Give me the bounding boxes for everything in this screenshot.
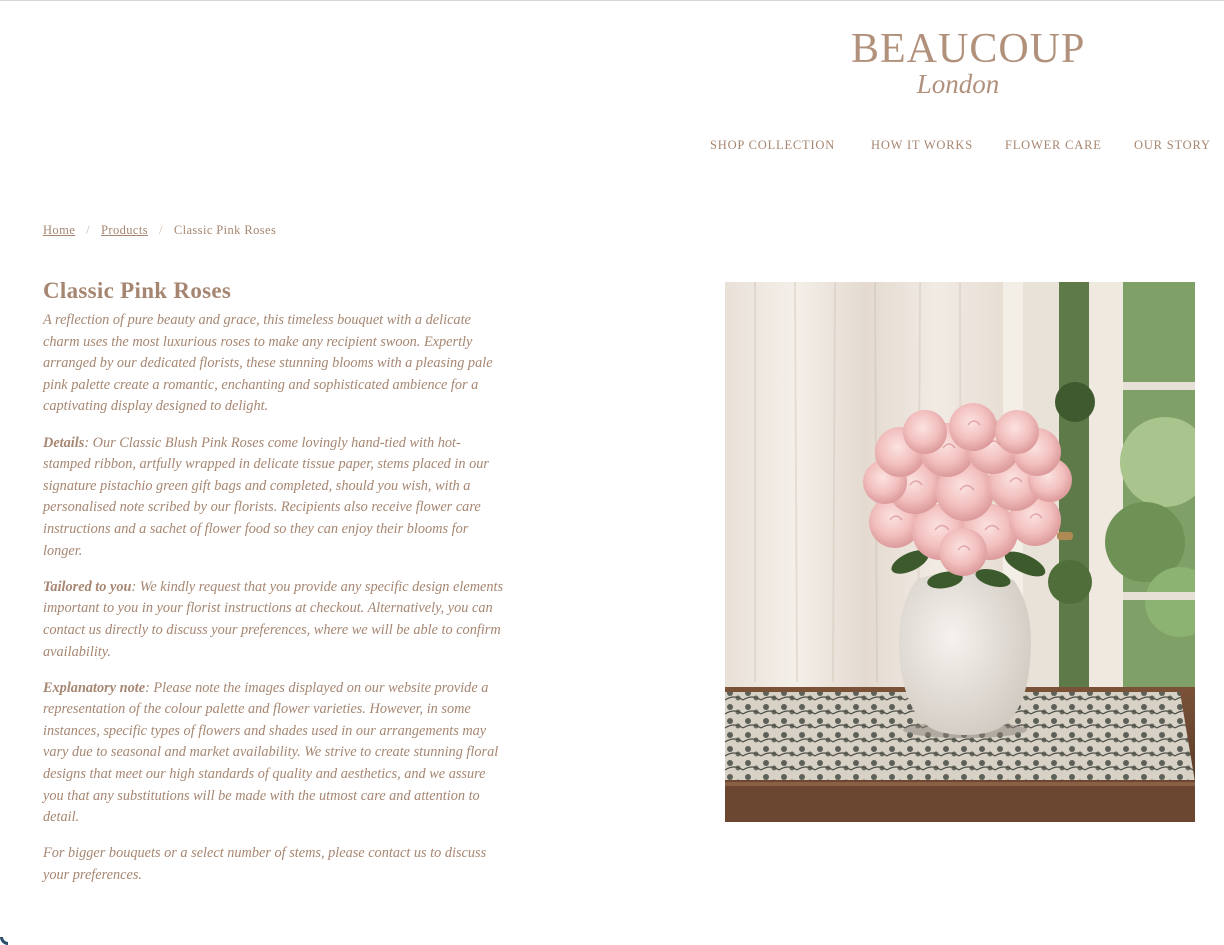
breadcrumb-home-link[interactable]: Home	[43, 223, 76, 237]
breadcrumb	[43, 223, 276, 239]
nav-shop-collection[interactable]: SHOP COLLECTION	[710, 138, 836, 152]
breadcrumb-separator: /	[86, 223, 91, 237]
breadcrumb-separator: /	[158, 223, 163, 237]
nav-flower-care[interactable]: FLOWER CARE	[1005, 138, 1102, 152]
window-corner-decoration	[0, 937, 8, 945]
product-description	[43, 310, 505, 901]
breadcrumb-products-link[interactable]: Products	[101, 223, 148, 237]
brand-logo[interactable]	[851, 26, 1086, 99]
details-label: Details	[43, 434, 85, 451]
brand-location: London	[916, 69, 1000, 99]
product-title: Classic Pink Roses	[43, 278, 232, 303]
brand-name: BEAUCOUP	[851, 26, 1086, 72]
tailored-label: Tailored to you	[43, 578, 132, 595]
explanatory-note-text: : Please note the images displayed on our website provide a representation of the colour palette and flower varieties. However, in some instances, specific types of flowers and shades used in our arrangements may vary due to seasonal and market availability. We strive to create stunning floral designs that meet our high standards of quality and aesthetics, and we assure you that any substitutions will be made with the utmost care and attention to detail.	[43, 679, 499, 826]
tailored-text: : We kindly request that you provide any specific design elements important to you in your florist instructions at checkout. Alternatively, you can contact us directly to discuss your preferences, where we will be able to confirm availability.	[43, 578, 504, 660]
details-text: : Our Classic Blush Pink Roses come lovingly hand-tied with hot-stamped ribbon, artfully wrapped in delicate tissue paper, stems placed in our signature pistachio green gift bags and completed, should you wish, with a personalised note scribed by our florists. Recipients also receive flower care instructions and a sachet of flower food so they can enjoy their blooms for longer.	[43, 434, 489, 559]
main-nav	[0, 138, 1224, 156]
breadcrumb-current: Classic Pink Roses	[173, 223, 277, 237]
details-paragraph	[43, 433, 505, 563]
nav-how-it-works[interactable]: HOW IT WORKS	[871, 138, 973, 152]
tailored-paragraph	[43, 577, 505, 663]
pink-roses-vase-photo	[725, 282, 1195, 822]
contact-paragraph: For bigger bouquets or a select number of stems, please contact us to discuss your preferences.	[43, 845, 487, 884]
product-image	[725, 282, 1195, 822]
site-header	[0, 1, 1224, 181]
nav-our-story[interactable]: OUR STORY	[1134, 138, 1211, 152]
explanatory-note-label: Explanatory note	[43, 679, 146, 696]
product-intro: A reflection of pure beauty and grace, this timeless bouquet with a delicate charm uses the most luxurious roses to make any recipient swoon. Expertly arranged by our dedicated florists, these stunning blooms with a pleasing pale pink palette create a romantic, enchanting and sophisticated ambience for a captivating display designed to delight.	[43, 312, 493, 415]
explanatory-note-paragraph	[43, 678, 505, 829]
